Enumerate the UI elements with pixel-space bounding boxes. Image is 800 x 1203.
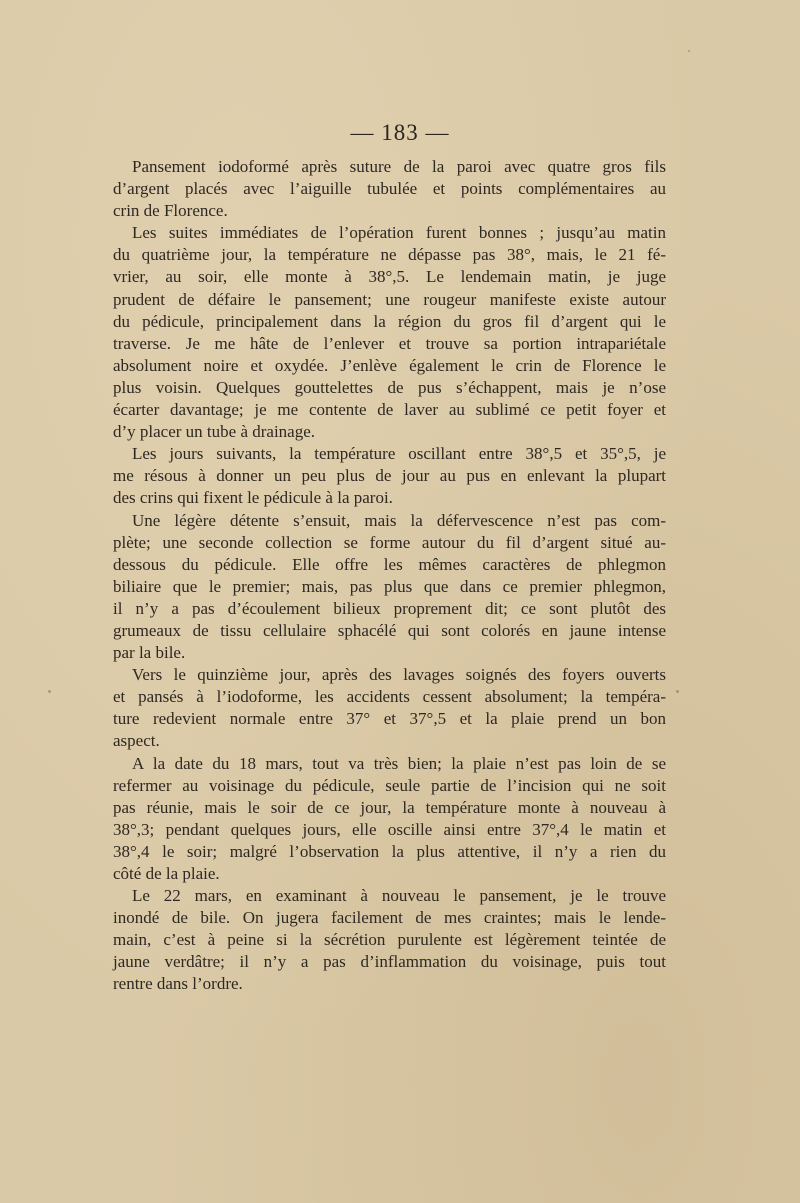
text-line: main, c’est à peine si la sécrétion purulente est légèrement teintée de bbox=[113, 930, 666, 950]
text-line: absolument noire et oxydée. J’enlève également le crin de Florence le bbox=[113, 355, 666, 375]
paper-speck bbox=[48, 690, 51, 693]
body-text bbox=[113, 156, 666, 996]
paper-speck bbox=[688, 50, 690, 52]
text-line: biliaire que le premier; mais, pas plus que dans ce premier phlegmon, bbox=[113, 576, 666, 596]
text-line: 38°,4 le soir; malgré l’observation la plus attentive, il n’y a rien du bbox=[113, 841, 666, 861]
text-line: Le 22 mars, en examinant à nouveau le pansement, je le trouve bbox=[132, 886, 666, 906]
text-line: refermer au voisinage du pédicule, seule partie de l’incision qui ne soit bbox=[113, 775, 666, 795]
text-line: ture redevient normale entre 37° et 37°,5 et la plaie prend un bon bbox=[113, 709, 666, 729]
text-line: des crins qui fixent le pédicule à la paroi. bbox=[113, 488, 393, 508]
text-line: par la bile. bbox=[113, 643, 186, 663]
text-line: plète; une seconde collection se forme autour du fil d’argent situé au- bbox=[113, 532, 666, 552]
text-line: pas réunie, mais le soir de ce jour, la température monte à nouveau à bbox=[113, 797, 666, 817]
text-line: écarter davantage; je me contente de laver au sublimé ce petit foyer et bbox=[113, 400, 666, 420]
text-line: 38°,3; pendant quelques jours, elle oscille ainsi entre 37°,4 le matin et bbox=[113, 819, 666, 839]
text-line: traverse. Je me hâte de l’enlever et trouve sa portion intrapariétale bbox=[113, 333, 666, 353]
text-line: vrier, au soir, elle monte à 38°,5. Le lendemain matin, je juge bbox=[113, 267, 666, 287]
text-line: me résous à donner un peu plus de jour au pus en enlevant la plupart bbox=[113, 466, 666, 486]
text-line: Pansement iodoformé après suture de la paroi avec quatre gros fils bbox=[132, 157, 666, 176]
text-line: aspect. bbox=[113, 731, 160, 751]
text-line: et pansés à l’iodoforme, les accidents cessent absolument; la tempéra- bbox=[113, 687, 666, 707]
text-line: A la date du 18 mars, tout va très bien; la plaie n’est pas loin de se bbox=[132, 753, 666, 773]
text-line: Les suites immédiates de l’opération furent bonnes ; jusqu’au matin bbox=[132, 223, 666, 243]
text-line: grumeaux de tissu cellulaire sphacélé qui sont colorés en jaune intense bbox=[113, 620, 666, 640]
text-line: Une légère détente s’ensuit, mais la défervescence n’est pas com- bbox=[132, 510, 666, 530]
text-line: du pédicule, principalement dans la région du gros fil d’argent qui le bbox=[113, 311, 666, 331]
text-line: du quatrième jour, la température ne dépasse pas 38°, mais, le 21 fé- bbox=[113, 245, 666, 265]
text-line: plus voisin. Quelques gouttelettes de pus s’échappent, mais je n’ose bbox=[113, 377, 666, 397]
text-line: Vers le quinzième jour, après des lavages soignés des foyers ouverts bbox=[132, 665, 666, 685]
text-line: il n’y a pas d’écoulement bilieux proprement dit; ce sont plutôt des bbox=[113, 598, 666, 618]
text-line: d’argent placés avec l’aiguille tubulée et points complémentaires au bbox=[113, 179, 666, 199]
page-number: — 183 — bbox=[350, 120, 450, 145]
text-line: inondé de bile. On jugera facilement de mes craintes; mais le lende- bbox=[113, 908, 666, 928]
text-line: rentre dans l’ordre. bbox=[113, 974, 243, 994]
text-line: jaune verdâtre; il n’y a pas d’inflammation du voisinage, puis tout bbox=[113, 952, 666, 972]
text-line: dessous du pédicule. Elle offre les mêmes caractères de phlegmon bbox=[113, 554, 666, 574]
text-line: d’y placer un tube à drainage. bbox=[113, 422, 316, 442]
text-line: côté de la plaie. bbox=[113, 864, 220, 883]
paper-speck bbox=[676, 690, 679, 693]
text-line: prudent de défaire le pansement; une rougeur manifeste existe autour bbox=[113, 289, 666, 309]
text-line: Les jours suivants, la température oscillant entre 38°,5 et 35°,5, je bbox=[132, 444, 666, 464]
text-line: crin de Florence. bbox=[113, 201, 228, 221]
